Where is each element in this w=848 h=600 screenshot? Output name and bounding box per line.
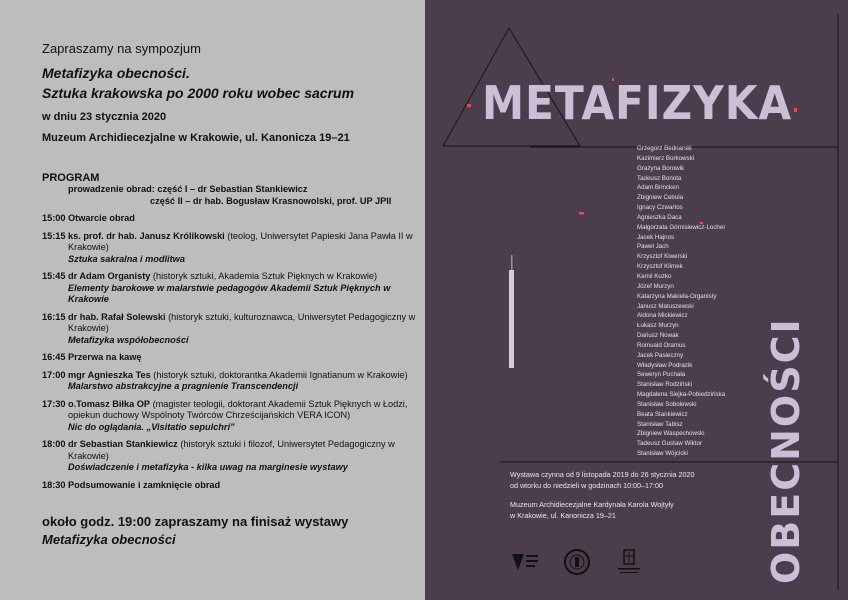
symposium-venue: Muzeum Archidiecezjalne w Krakowie, ul. Kanonicza 19–21 [42, 132, 350, 144]
symposium-title-line2: Sztuka krakowska po 2000 roku wobec sacrum [42, 85, 355, 101]
artist-name: Janusz Matuszewski [637, 302, 694, 310]
artist-name: Adam Brincken [637, 184, 679, 192]
program-speaker-info: (magister teologii, doktorant Akademii Sztuk Pięknych w Łodzi, opiekun duchowy Wspólnoty Twórców Chrześcijańskich VERA ICON) [68, 398, 408, 420]
artist-name: Paweł Jach [637, 243, 669, 251]
program-speaker-info: (historyk sztuki, doktorantka Akademii Ignatianum w Krakowie) [150, 369, 408, 380]
artist-name: Stanisław Sobolewski [637, 400, 697, 408]
exhibition-dates: Wystawa czynna od 9 listopada 2019 do 26 stycznia 2020 [510, 470, 695, 479]
program-time: 15:15 [42, 230, 66, 241]
artist-name: Krzysztof Kiwerski [637, 253, 688, 261]
program-speaker-info: (historyk sztuki, kulturoznawca, Uniwersytet Pedagogiczny w Krakowie) [68, 311, 416, 333]
program-time: 17:00 [42, 369, 66, 380]
artist-name: Dariusz Nowak [637, 332, 679, 340]
program-time: 15:00 [42, 213, 66, 223]
artist-name: Józef Murzyn [637, 282, 674, 290]
program-speaker-info: (historyk sztuki i filozof, Uniwersytet Pedagogiczny w Krakowie) [68, 439, 395, 461]
artist-name: Agnieszka Daca [637, 213, 682, 221]
program-speaker: o.Tomasz Biłka OP [68, 398, 151, 409]
finissage-line-1: około godz. 19:00 zapraszamy na finisaż wystawy [42, 514, 349, 529]
program-time: 15:45 [42, 271, 66, 281]
program-topic: Malarstwo abstrakcyjne a pragnienie Transcendencji [68, 381, 299, 391]
red-speck-2 [467, 104, 471, 107]
artist-name: Kamil Kuzko [637, 272, 672, 280]
symposium-title-line1: Metafizyka obecności. [42, 65, 190, 81]
artist-name: Tadeusz Bonota [637, 174, 682, 182]
artist-name: Władysław Podrazik [637, 361, 693, 369]
program-speaker-info: (teolog, Uniwersytet Papieski Jana Pawła II w Krakowie) [68, 230, 413, 252]
artist-name: Jacek Hajnos [637, 233, 675, 241]
program-topic: Nic do oglądania. „Visitatio sepulchri” [68, 421, 235, 432]
program-topic: Elementy barokowe w malarstwie pedagogów Akademii Sztuk Pięknych w Krakowie [68, 282, 391, 304]
artist-name: Tadeusz Gustaw Wiktor [637, 440, 702, 448]
artist-name: Magdalena Siejka-Pobiedzińska [637, 391, 726, 399]
program-heading: PROGRAM [42, 172, 100, 184]
program-speaker: dr hab. Rafał Solewski [68, 311, 166, 322]
museum-address: w Krakowie, ul. Kanonicza 19–21 [510, 510, 616, 520]
program-topic: Doświadczenie i metafizyka - kilka uwag na marginesie wystawy [68, 462, 348, 472]
program-time: 17:30 [42, 398, 66, 409]
artist-name: Kazimierz Borkowski [637, 154, 695, 162]
program-time: 16:15 [42, 311, 66, 322]
artist-name: Zbigniew Waspechowski [637, 430, 705, 438]
red-speck-1 [579, 212, 584, 215]
artist-name: Aldona Mickiewicz [637, 312, 688, 320]
artist-name: Małgorzata Górnisiewicz-Locher [637, 223, 726, 231]
program-speaker: Otwarcie obrad [68, 213, 135, 223]
program-topic: Sztuka sakralna i modlitwa [68, 253, 185, 264]
archdiocese-logo-icon [614, 548, 644, 576]
artist-name: Grzegorz Bednarski [637, 145, 692, 152]
moderation-line-1: prowadzenie obrad: część I – dr Sebastian Stankiewicz [68, 184, 308, 194]
program-speaker: dr Adam Organisty [68, 271, 151, 281]
program-speaker: mgr Agnieszka Tes [68, 369, 151, 380]
program-speaker: Podsumowanie i zamknięcie obrad [68, 479, 221, 490]
artist-name: Grażyna Borowik [637, 164, 685, 172]
program-speaker-info: (historyk sztuki, Akademia Sztuk Pięknych w Krakowie) [150, 271, 378, 281]
program-time: 18:30 [42, 479, 66, 490]
poster-title: METAFIZYKA [482, 76, 793, 130]
artist-name: Ignacy Czwartos [637, 204, 683, 212]
seal-logo-icon [562, 548, 592, 576]
artist-name: Katarzyna Makieła-Organisty [637, 292, 717, 300]
program-speaker: Przerwa na kawę [68, 352, 142, 362]
exhibition-hours: od wtorku do niedzieli w godzinach 10:00–17:00 [510, 480, 664, 490]
program-speaker: dr Sebastian Stankiewicz [68, 439, 178, 449]
artist-name: Zbigniew Cebula [637, 194, 684, 202]
exhibition-info [510, 470, 695, 521]
poster-title-vertical: OBECNOŚCI [764, 317, 808, 584]
program-time: 16:45 [42, 352, 66, 362]
finissage-line-2: Metafizyka obecności [42, 532, 176, 547]
moderation-line-2: część II – dr hab. Bogusław Krasnowolski, prof. UP JPII [150, 195, 392, 206]
sponsor-logos [510, 548, 644, 576]
artist-name: Romuald Oramus [637, 341, 686, 349]
program-speaker: ks. prof. dr hab. Janusz Królikowski [68, 230, 225, 241]
artist-name: Łukasz Murzyn [637, 322, 679, 330]
program-time: 18:00 [42, 439, 66, 449]
artist-name: Seweryn Puchała [637, 371, 686, 379]
artist-name: Krzysztof Klimek [637, 263, 683, 271]
museum-name: Muzeum Archidiecezjalne Kardynała Karola Wojtyły [510, 500, 674, 509]
light-streak [509, 270, 514, 368]
artist-name: Jacek Pasieczny [637, 351, 684, 359]
artist-name: Stanisław Tabisz [637, 420, 683, 428]
program-topic: Metafizyka współobecności [68, 334, 189, 345]
artist-name: Stanisław Wójcicki [637, 450, 688, 458]
artist-name: Beata Stankiewicz [637, 410, 688, 418]
artist-name: Stanisław Rodziński [637, 381, 693, 389]
artist-list [637, 144, 725, 459]
red-speck-3 [794, 108, 797, 112]
symposium-date: w dniu 23 stycznia 2020 [42, 111, 167, 123]
ministry-logo-icon [510, 548, 540, 576]
invite-text: Zapraszamy na sympozjum [42, 41, 201, 56]
